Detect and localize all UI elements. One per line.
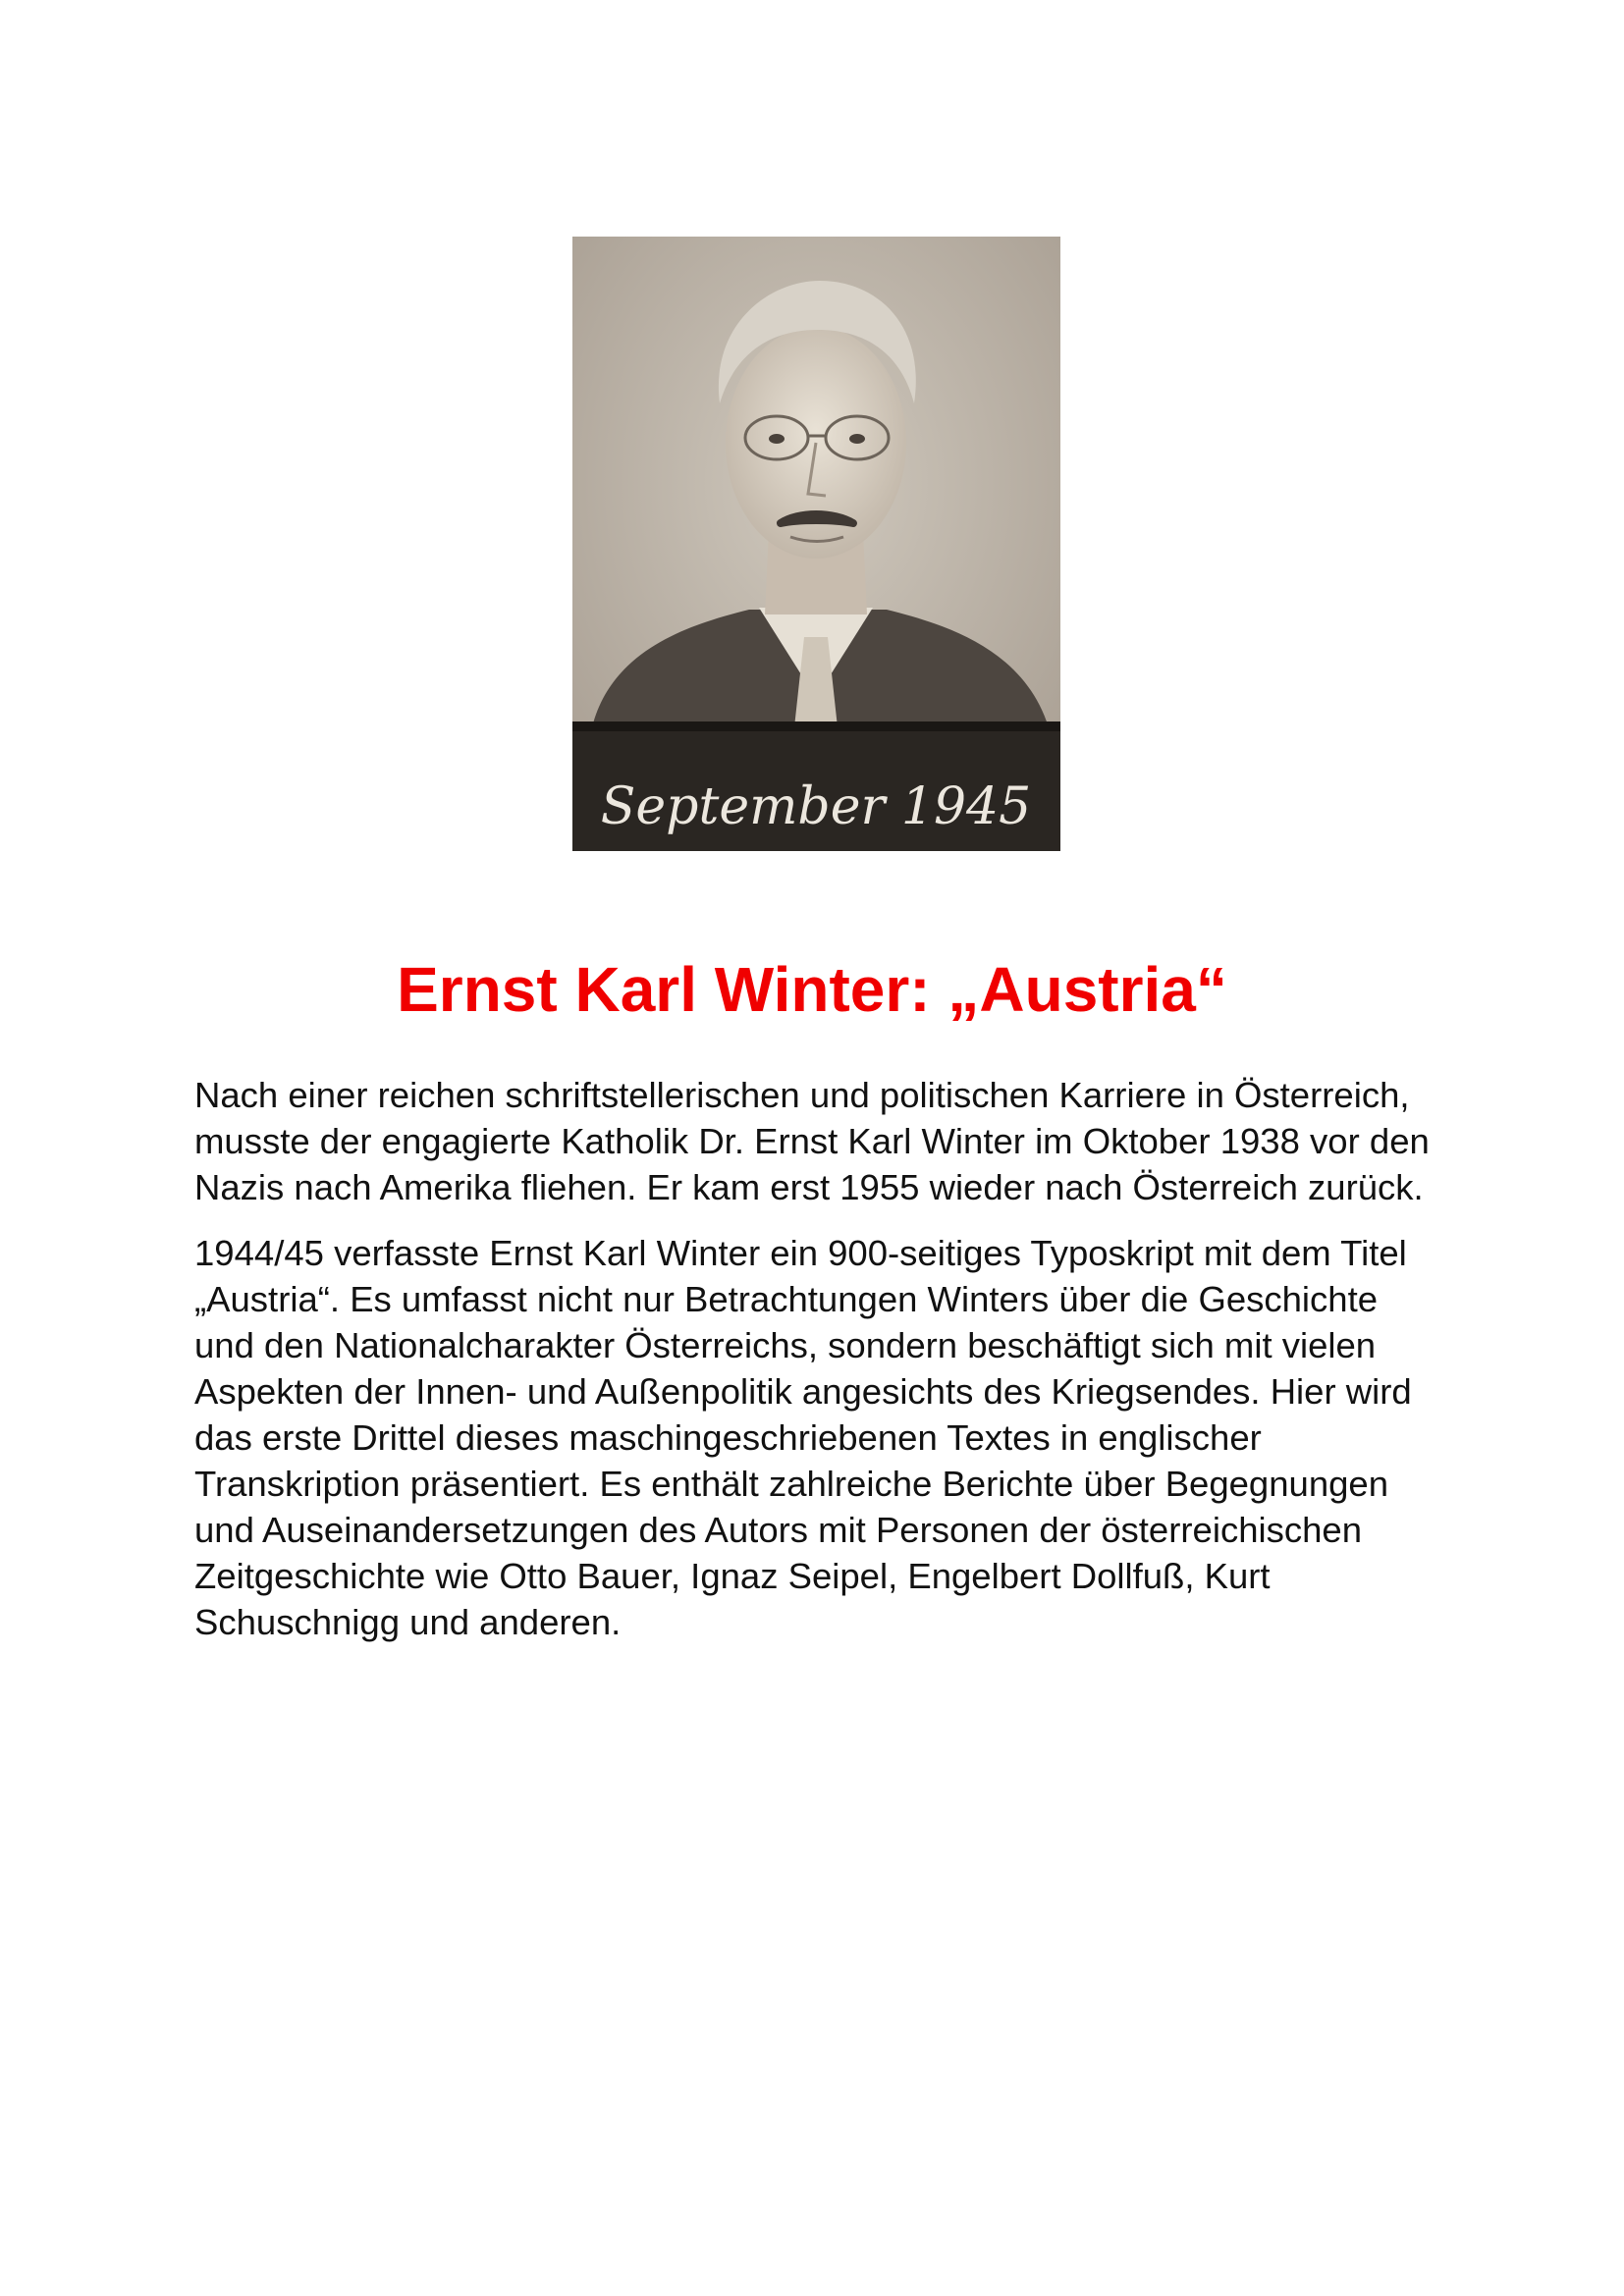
right-eye [849, 434, 865, 444]
page-title: Ernst Karl Winter: „Austria“ [397, 954, 1227, 1025]
body-text [194, 1072, 1432, 1665]
left-eye [769, 434, 785, 444]
moustache [781, 514, 853, 523]
photo-handwritten-caption: September 1945 [600, 777, 1032, 836]
portrait-illustration [572, 237, 1060, 851]
paragraph-intro: Nach einer reichen schriftstellerischen und politischen Karriere in Österreich, musste der engagierte Katholik Dr. Ernst Karl Winter im Oktober 1938 vor den Nazis nach Amerika fliehen. Er kam erst 1955 wieder nach Österreich zurück. [194, 1075, 1430, 1207]
portrait-photo [572, 237, 1060, 851]
paragraph-austria-typoscript: 1944/45 verfasste Ernst Karl Winter ein 900-seitiges Typoskript mit dem Titel „Austria“. Es umfasst nicht nur Betrachtungen Winters über die Geschichte und den Nationalcharakter Österreichs, sondern beschäftigt sich mit vielen Aspekten der Innen- und Außenpolitik angesichts des Kriegsendes. Hier wird das erste Drittel dieses maschingeschriebenen Textes in englischer Transkription präsentiert. Es enthält zahlreiche Berichte über Begegnungen und Auseinandersetzungen des Autors mit Personen der österreichischen Zeitgeschichte wie Otto Bauer, Ignaz Seipel, Engelbert Dollfuß, Kurt Schuschnigg und anderen. [194, 1233, 1412, 1642]
